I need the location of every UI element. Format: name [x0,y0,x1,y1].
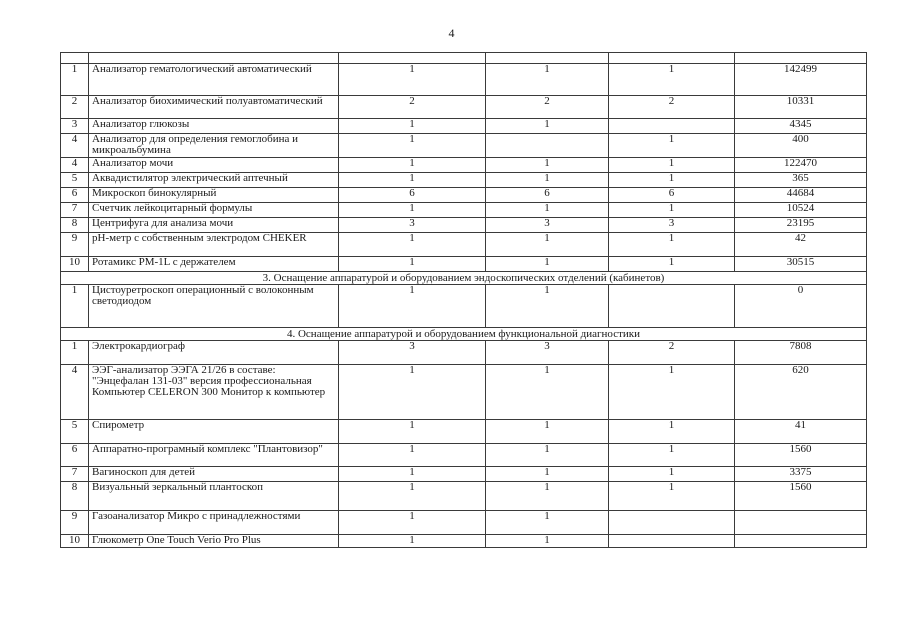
table-row [61,511,867,535]
quantity-col-3: 2 [609,341,735,365]
row-number: 1 [61,285,89,328]
quantity-col-2: 1 [486,482,609,511]
quantity-col-3: 1 [609,420,735,444]
table-row [61,64,867,96]
equipment-name: Анализатор мочи [89,158,339,173]
quantity-col-2: 1 [486,535,609,548]
row-number: 2 [61,96,89,119]
quantity-col-3: 1 [609,467,735,482]
quantity-col-3: 1 [609,173,735,188]
row-number: 5 [61,173,89,188]
row-number: 7 [61,467,89,482]
row-number: 4 [61,365,89,420]
row-number: 8 [61,482,89,511]
equipment-name: Анализатор для определения гемоглобина и микроальбумина [89,134,339,158]
equipment-name: Цистоуретроскоп операционный с волоконным светодиодом [89,285,339,328]
quantity-col-2: 3 [486,218,609,233]
row-number: 1 [61,64,89,96]
row-number: 5 [61,420,89,444]
equipment-name: Аквадистилятор электрический аптечный [89,173,339,188]
quantity-col-1: 1 [339,158,486,173]
quantity-col-2: 1 [486,119,609,134]
quantity-col-2 [486,134,609,158]
equipment-name: Анализатор гематологический автоматический [89,64,339,96]
value-col: 0 [735,285,867,328]
table-row [61,203,867,218]
value-col: 122470 [735,158,867,173]
value-col: 41 [735,420,867,444]
quantity-col-3: 1 [609,64,735,96]
quantity-col-3: 2 [609,96,735,119]
value-col [735,511,867,535]
table-row [61,482,867,511]
table-row [61,467,867,482]
quantity-col-1: 1 [339,444,486,467]
value-col: 10331 [735,96,867,119]
quantity-col-1: 1 [339,119,486,134]
equipment-name: Центрифуга для анализа мочи [89,218,339,233]
quantity-col-3: 1 [609,203,735,218]
quantity-col-3 [609,285,735,328]
equipment-table-body [61,53,867,548]
table-row [61,188,867,203]
quantity-col-2: 3 [486,341,609,365]
quantity-col-2: 1 [486,285,609,328]
row-number: 9 [61,511,89,535]
equipment-name: Визуальный зеркальный плантоскоп [89,482,339,511]
value-col [735,535,867,548]
equipment-table [60,52,867,548]
equipment-name: ЭЭГ-анализатор ЭЭГА 21/26 в составе: "Энцефалан 131-03" версия профессиональная Компьютер CELERON 300 Монитор к компьютер [89,365,339,420]
quantity-col-2: 1 [486,233,609,257]
row-number: 3 [61,119,89,134]
quantity-col-2: 1 [486,257,609,272]
table-row [61,285,867,328]
section-endoscopy-title: 3. Оснащение аппаратурой и оборудованием эндоскопических отделений (кабинетов) [61,272,867,285]
quantity-col-1: 1 [339,134,486,158]
equipment-name: Анализатор глюкозы [89,119,339,134]
quantity-col-1: 1 [339,173,486,188]
quantity-col-3: 1 [609,158,735,173]
value-col: 7808 [735,341,867,365]
quantity-col-2: 1 [486,158,609,173]
section-functional-diagnostics [61,328,867,341]
row-number: 6 [61,188,89,203]
quantity-col-1: 1 [339,64,486,96]
row-number: 9 [61,233,89,257]
quantity-col-1: 1 [339,233,486,257]
table-row [61,233,867,257]
table-row [61,218,867,233]
table-row [61,365,867,420]
equipment-name: Ротамикс РМ-1L с держателем [89,257,339,272]
section-endoscopy [61,272,867,285]
table-row [61,257,867,272]
quantity-col-3: 1 [609,444,735,467]
equipment-name: Анализатор биохимический полуавтоматический [89,96,339,119]
equipment-name: Микроскоп бинокулярный [89,188,339,203]
value-col: 44684 [735,188,867,203]
quantity-col-3 [609,511,735,535]
section-functional-diagnostics-title: 4. Оснащение аппаратурой и оборудованием функциональной диагностики [61,328,867,341]
table-row [61,96,867,119]
quantity-col-1: 1 [339,365,486,420]
value-col: 4345 [735,119,867,134]
equipment-name: Спирометр [89,420,339,444]
table-row [61,535,867,548]
row-number: 4 [61,158,89,173]
quantity-col-3: 6 [609,188,735,203]
quantity-col-1: 1 [339,535,486,548]
value-col: 1560 [735,444,867,467]
quantity-col-3: 1 [609,365,735,420]
value-col: 365 [735,173,867,188]
table-row [61,444,867,467]
row-number: 7 [61,203,89,218]
table-row [61,158,867,173]
quantity-col-3: 1 [609,257,735,272]
quantity-col-1: 1 [339,257,486,272]
quantity-col-2: 1 [486,64,609,96]
table-row [61,134,867,158]
table-row [61,341,867,365]
quantity-col-2: 2 [486,96,609,119]
quantity-col-2: 1 [486,511,609,535]
value-col: 3375 [735,467,867,482]
value-col: 1560 [735,482,867,511]
table-row [61,119,867,134]
quantity-col-2: 6 [486,188,609,203]
table-row [61,173,867,188]
equipment-name: Вагиноскоп для детей [89,467,339,482]
quantity-col-2: 1 [486,203,609,218]
equipment-name: Аппаратно-програмный комплекс "Плантовизор" [89,444,339,467]
quantity-col-1: 1 [339,285,486,328]
table-row [61,420,867,444]
quantity-col-3: 1 [609,134,735,158]
quantity-col-1: 1 [339,203,486,218]
quantity-col-1: 1 [339,511,486,535]
quantity-col-1: 1 [339,482,486,511]
row-number: 6 [61,444,89,467]
quantity-col-2: 1 [486,173,609,188]
quantity-col-3: 1 [609,482,735,511]
table-header-row [61,53,867,64]
quantity-col-2: 1 [486,467,609,482]
equipment-name: Глюкометр One Touch Verio Pro Plus [89,535,339,548]
value-col: 400 [735,134,867,158]
row-number: 10 [61,257,89,272]
value-col: 142499 [735,64,867,96]
quantity-col-2: 1 [486,420,609,444]
quantity-col-1: 3 [339,341,486,365]
value-col: 42 [735,233,867,257]
quantity-col-1: 6 [339,188,486,203]
row-number: 10 [61,535,89,548]
quantity-col-2: 1 [486,444,609,467]
value-col: 10524 [735,203,867,218]
row-number: 1 [61,341,89,365]
row-number: 4 [61,134,89,158]
equipment-name: Газоанализатор Микро с принадлежностями [89,511,339,535]
equipment-name: Счетчик лейкоцитарный формулы [89,203,339,218]
quantity-col-1: 2 [339,96,486,119]
page-number: 4 [448,26,455,40]
quantity-col-3: 1 [609,233,735,257]
quantity-col-3: 3 [609,218,735,233]
quantity-col-1: 1 [339,420,486,444]
quantity-col-1: 1 [339,467,486,482]
quantity-col-3 [609,119,735,134]
value-col: 620 [735,365,867,420]
value-col: 30515 [735,257,867,272]
equipment-name: pH-метр с собственным электродом CHEKER [89,233,339,257]
equipment-name: Электрокардиограф [89,341,339,365]
row-number: 8 [61,218,89,233]
quantity-col-2: 1 [486,365,609,420]
quantity-col-1: 3 [339,218,486,233]
quantity-col-3 [609,535,735,548]
value-col: 23195 [735,218,867,233]
